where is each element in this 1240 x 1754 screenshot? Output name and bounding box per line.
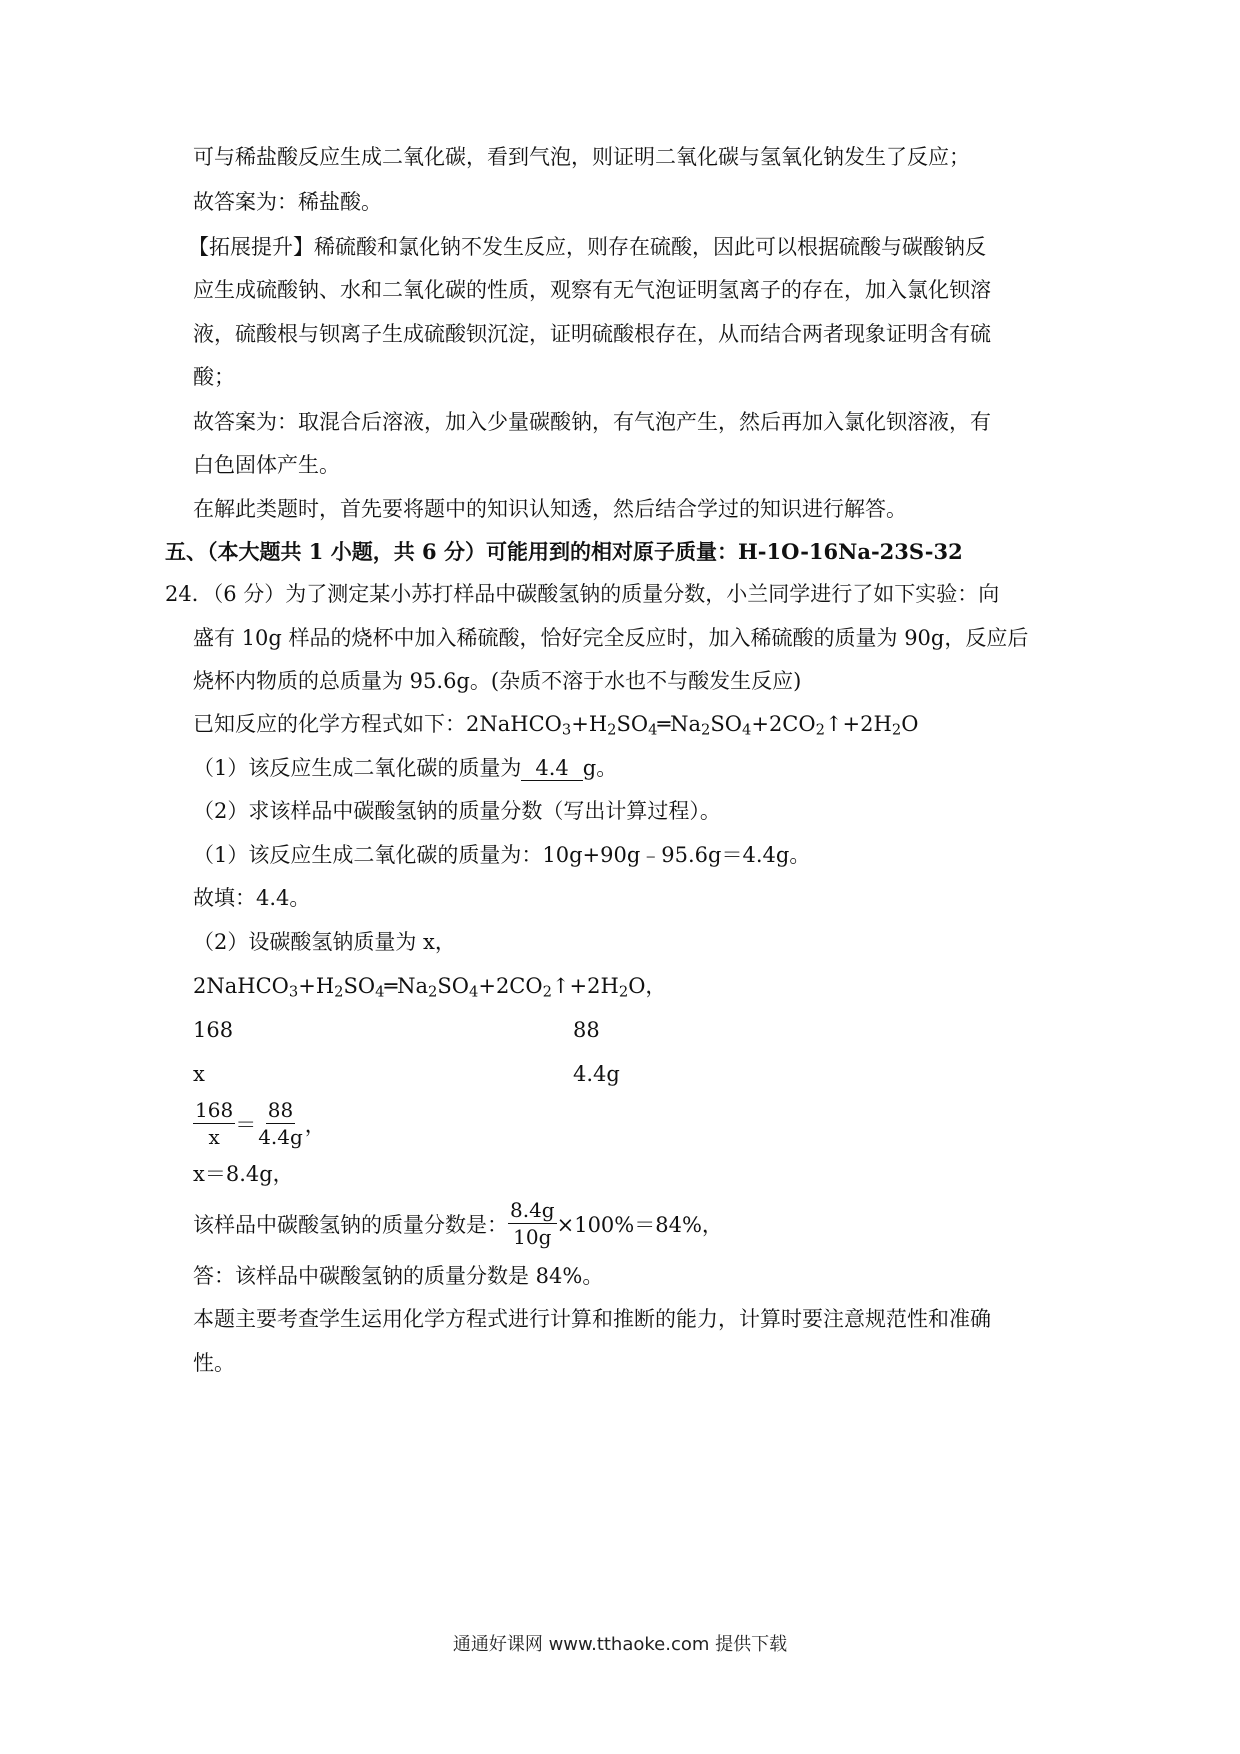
text-line: 酸；: [193, 365, 235, 389]
text-line: 【拓展提升】稀硫酸和氯化钠不发生反应，则存在硫酸，因此可以根据硫酸与碳酸钠反: [188, 235, 986, 259]
question-line: 烧杯内物质的总质量为 95.6g。(杂质不溶于水也不与酸发生反应): [193, 669, 802, 693]
fraction-denominator: 10g: [513, 1225, 552, 1249]
molar-mass-label: 168: [193, 1018, 234, 1042]
solution-line: x＝8.4g，: [193, 1162, 294, 1186]
text-line: 白色固体产生。: [193, 453, 340, 477]
text-line: 应生成硫酸钠、水和二氧化碳的性质，观察有无气泡证明氢离子的存在，加入氯化钡溶: [193, 278, 991, 302]
fraction-denominator: 4.4g: [258, 1125, 303, 1149]
subquestion-text: （1）该反应生成二氧化碳的质量为: [193, 756, 522, 780]
summary-line: 本题主要考查学生运用化学方程式进行计算和推断的能力，计算时要注意规范性和准确: [193, 1307, 991, 1331]
answer-blank: 4.4: [521, 756, 582, 781]
reaction-equation-line: [193, 710, 918, 745]
question-line: 盛有 10g 样品的烧杯中加入稀硫酸，恰好完全反应时，加入稀硫酸的质量为 90g，反应后: [193, 626, 1029, 650]
fraction-denominator: x: [208, 1125, 220, 1149]
text-line: 液，硫酸根与钡离子生成硫酸钡沉淀，证明硫酸根存在，从而结合两者现象证明含有硫: [193, 322, 991, 346]
proportion-equation: [193, 1097, 326, 1150]
fraction-numerator: 8.4g: [510, 1198, 555, 1222]
section-heading: 五、（本大题共 1 小题，共 6 分）可能用到的相对原子质量：H-1O-16Na-23S-32: [165, 539, 963, 564]
molar-mass-label: 88: [573, 1018, 600, 1042]
percentage-calculation: [193, 1197, 723, 1250]
text-line: 故答案为：稀盐酸。: [193, 190, 382, 214]
fraction: [508, 1197, 557, 1250]
solution-line: （1）该反应生成二氧化碳的质量为：10g+90g﹣95.6g＝4.4g。: [193, 843, 811, 867]
question-line: 24．（6 分）为了测定某小苏打样品中碳酸氢钠的质量分数，小兰同学进行了如下实验：向: [165, 582, 1000, 606]
unit-text: g。: [582, 756, 618, 780]
equation-prefix: 已知反应的化学方程式如下：: [193, 712, 466, 736]
equals-sign: ＝: [235, 1112, 257, 1137]
mass-label: 4.4g: [573, 1062, 620, 1086]
solution-equation: $2NaHCO_3+H_2SO_4═Na_2SO_4+2CO_2↑+2H_2O$，: [193, 974, 667, 1001]
subquestion-1: [193, 754, 617, 782]
chemical-equation: $2NaHCO_3+H_2SO_4═Na_2SO_4+2CO_2↑+2H_2O$: [466, 712, 919, 739]
fraction-numerator: 88: [267, 1098, 294, 1122]
fraction: [256, 1097, 305, 1150]
calculation-text: 该样品中碳酸氢钠的质量分数是：: [193, 1212, 508, 1237]
mass-label: x: [193, 1062, 205, 1086]
text-line: 故答案为：取混合后溶液，加入少量碳酸钠，有气泡产生，然后再加入氯化钡溶液，有: [193, 410, 991, 434]
text-line: 可与稀盐酸反应生成二氧化碳，看到气泡，则证明二氧化碳与氢氧化钠发生了反应；: [193, 145, 970, 169]
calculation-result: ×100%＝84%，: [556, 1212, 723, 1237]
solution-line: 故填：4.4。: [193, 886, 311, 910]
solution-line: （2）设碳酸氢钠质量为 x，: [193, 930, 456, 954]
fraction-numerator: 168: [195, 1098, 234, 1122]
text-line: 在解此类题时，首先要将题中的知识认知透，然后结合学过的知识进行解答。: [193, 497, 907, 521]
subquestion-2: （2）求该样品中碳酸氢钠的质量分数（写出计算过程）。: [193, 799, 721, 823]
page-footer: 通通好课网 www.tthaoke.com 提供下载: [452, 1634, 788, 1655]
punctuation: ，: [304, 1112, 326, 1137]
final-answer: 答：该样品中碳酸氢钠的质量分数是 84%。: [193, 1264, 604, 1288]
equation-tail: ，: [645, 974, 667, 998]
summary-line: 性。: [193, 1351, 235, 1375]
fraction: [193, 1097, 235, 1150]
